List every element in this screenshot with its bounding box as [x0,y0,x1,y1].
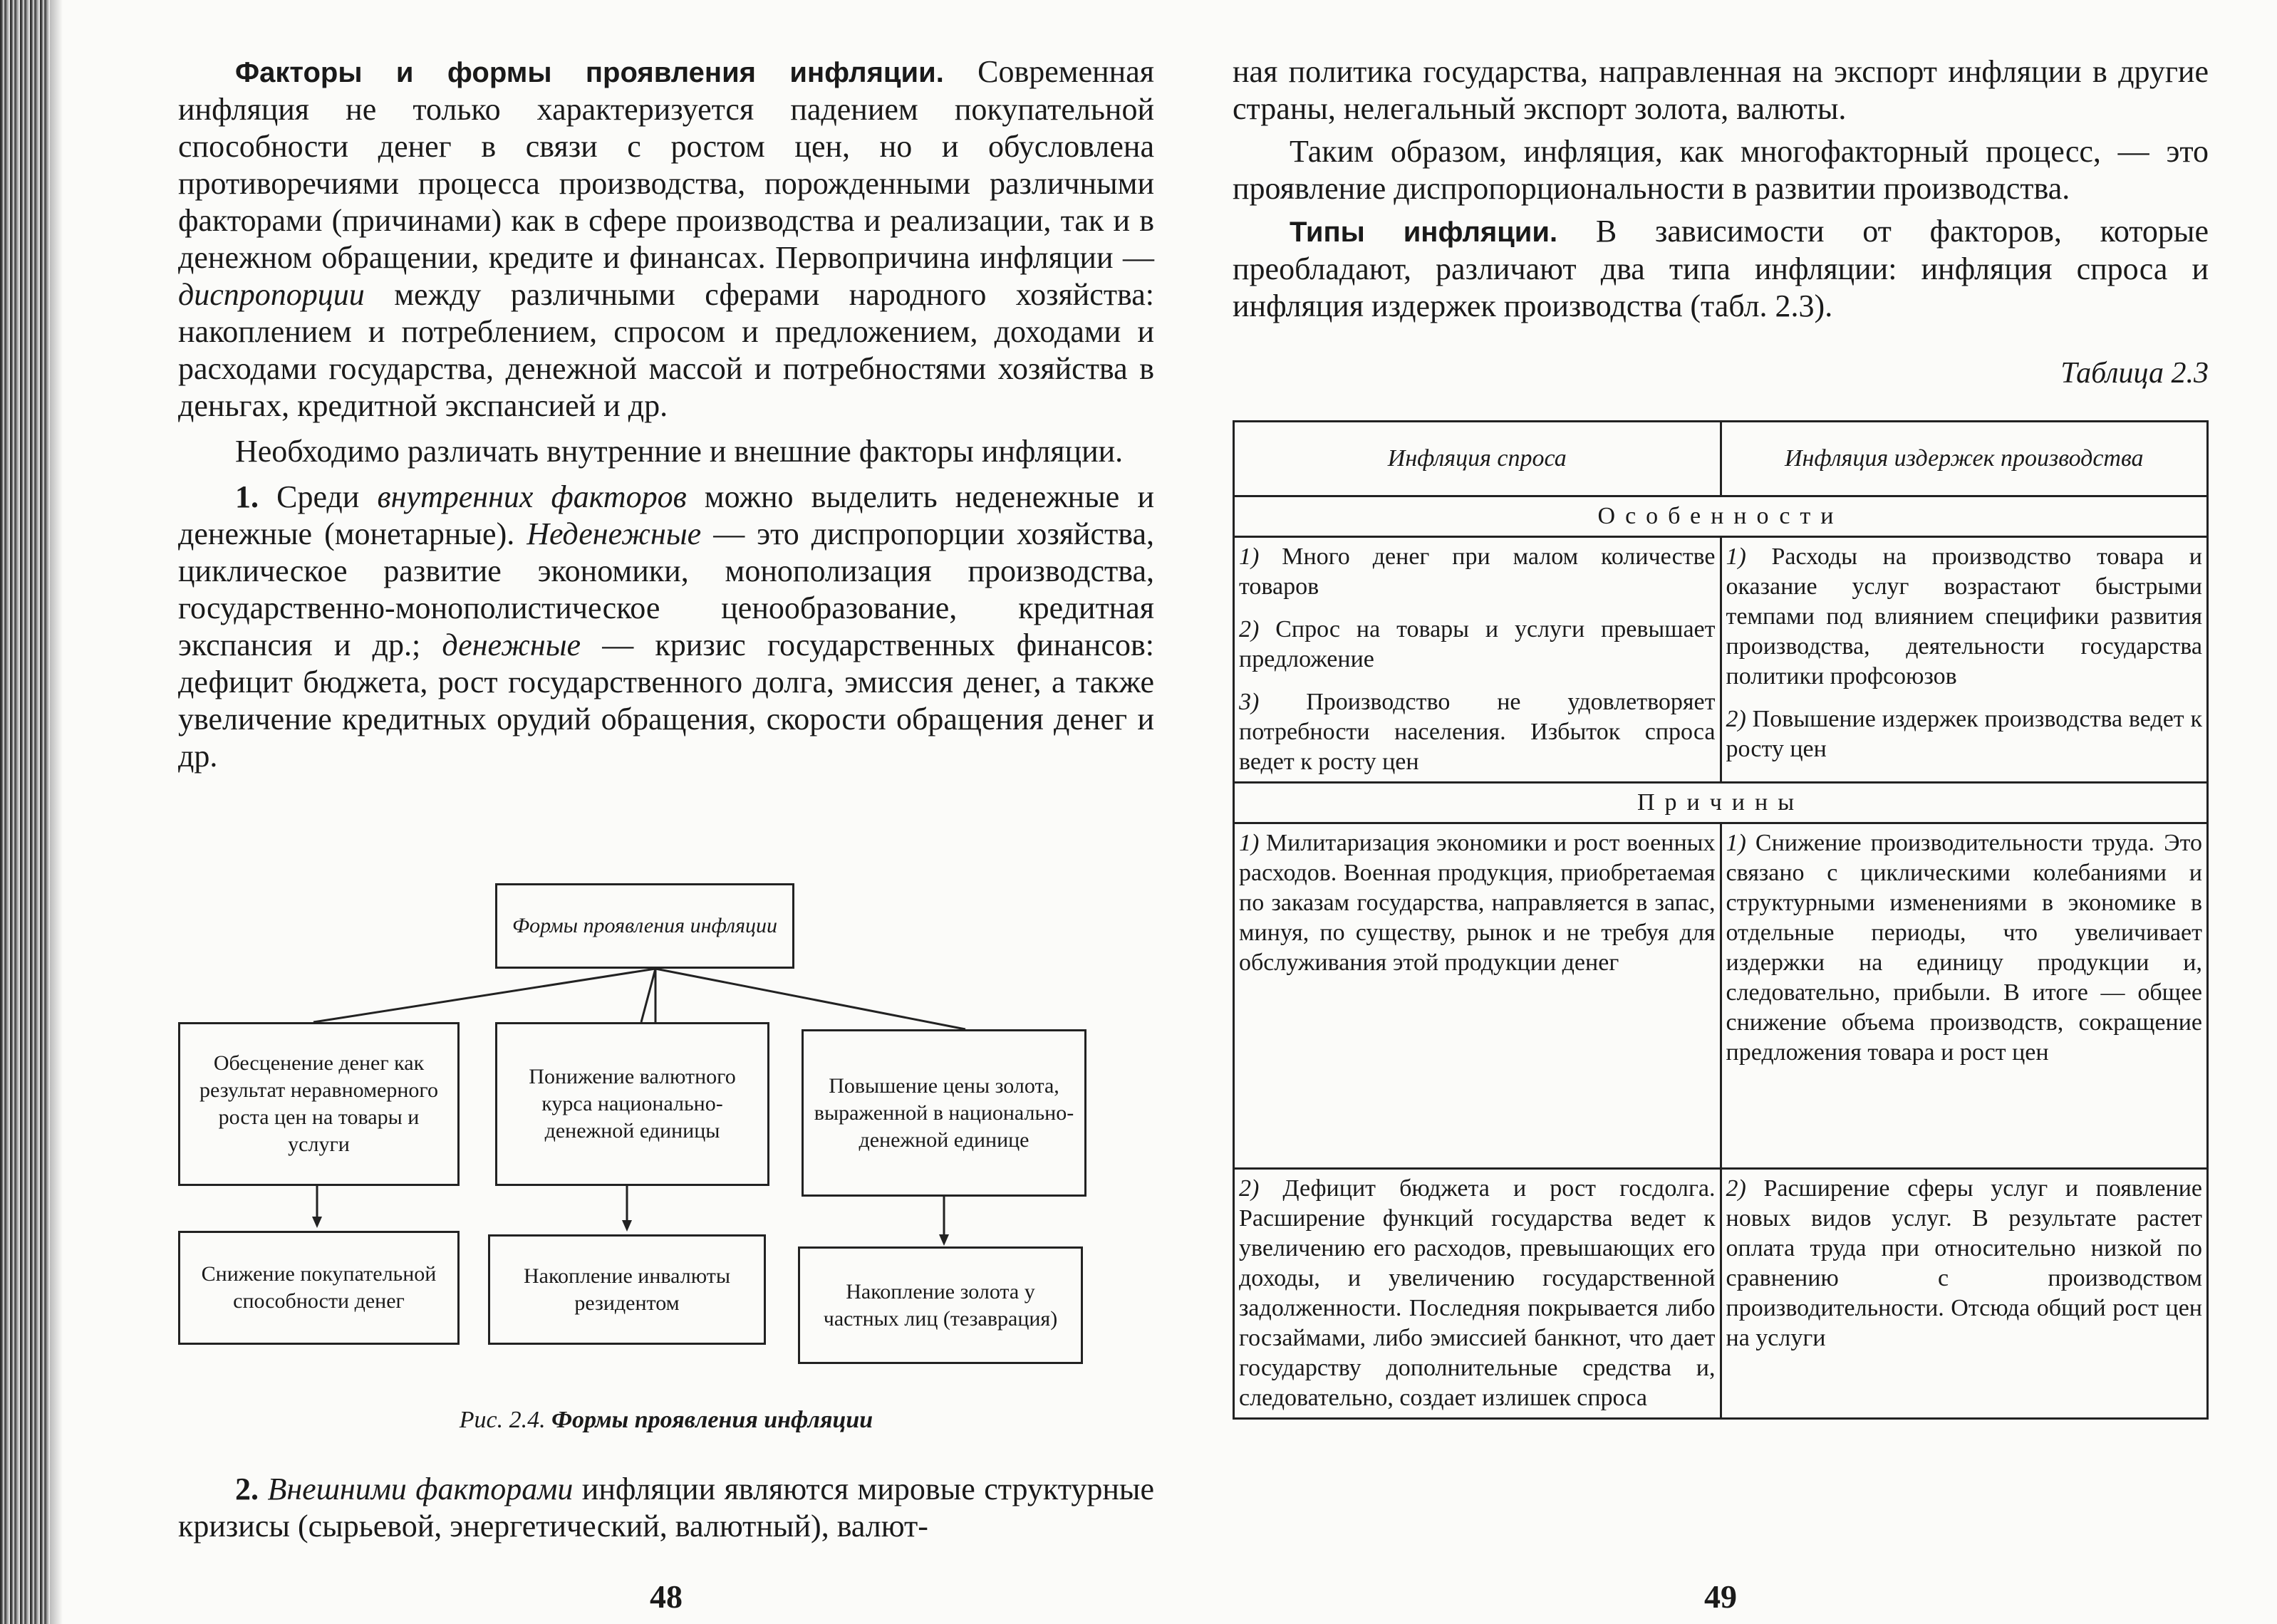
item-number: 1) [1239,543,1260,570]
text-run: Неденежные [527,516,702,551]
paragraph [1233,53,2209,127]
diagram-bottom-box-2: Накопление инвалюты резидентом [488,1234,766,1345]
item-number: 2) [1239,1175,1260,1202]
figure-caption [178,1407,1154,1434]
left-page [178,0,1154,1624]
item-number: 2) [1726,1175,1746,1202]
table-cell-item [1239,828,1716,978]
paragraph [178,433,1154,470]
paragraph [1233,133,2209,207]
table-section-causes: Причины [1234,783,2208,823]
table-cell-item [1726,704,2203,764]
text-run: Таким образом, инфляция, как многофакторный процесс, — это проявление диспропорциональности в развитии производства. [1233,134,2209,206]
figure-caption-prefix: Рис. 2.4. [459,1407,552,1433]
text-run: внутренних факторов [377,479,687,514]
text-run: 1. [235,479,259,514]
table-cell-causes-demand-1 [1234,823,1721,1169]
paragraph [178,53,1154,425]
inflation-types-table [1233,420,2209,1420]
text-run: Среди [259,479,378,514]
text-run: Факторы и формы проявления инфляции. [235,57,944,88]
table-label: Таблица 2.3 [2060,357,2209,390]
text-run [259,1472,267,1506]
right-page [1233,0,2209,1624]
table-section-row [1234,783,2208,823]
diagram-mid-box-1: Обесценение денег как результат неравномерного роста цен на товары и услуги [178,1022,460,1186]
text-run: — кризис государственных финансов: дефицит бюджета, рост государственного долга, эмиссия денег, а также увеличение кредитных орудий обращения, скорости обращения денег и др. [178,628,1154,774]
table-section-row [1234,496,2208,537]
item-text: Расходы на производство товара и оказание услуг возрастают быстрыми темпами под влиянием специфики развития производства, деятельности государства политики профсоюзов [1726,543,2202,689]
left-page-text [178,53,1154,775]
text-run: Современная инфляция не только характеризуется падением покупательной способности денег в связи с ростом цен, но и обусловлена противоречиями процесса производства, порожденными различными факторами (причинами) как в сфере производства и реализации, так и в денежном обращении, кредите и финансах. Первопричина инфляции — [178,54,1154,275]
table-row [1234,823,2208,1169]
text-run: Внешними факторами [267,1472,574,1506]
text-run: денежные [442,628,581,662]
table-row [1234,537,2208,783]
table-cell-causes-demand-2 [1234,1169,1721,1419]
item-text: Расширение сферы услуг и появление новых видов услуг. В результате растет оплата труда при относительно низкой по сравнению с производством производительности. Отсюда общий рост цен на услуги [1726,1175,2202,1351]
text-run: между различными сферами народного хозяйства: накоплением и потреблением, спросом и предложением, доходами и расходами государства, денежной массой и потребностями хозяйства в деньгах, кредитной экспансией и др. [178,277,1154,423]
text-run: Необходимо различать внутренние и внешние факторы инфляции. [235,434,1124,469]
text-run: диспропорции [178,277,365,312]
diagram-bottom-box-1: Снижение покупательной способности денег [178,1231,460,1345]
item-number: 2) [1239,616,1260,642]
page-number-left: 48 [650,1578,683,1615]
table-cell-item [1239,1174,1716,1413]
paragraph [178,1471,1154,1545]
table-cell-features-cost [1721,537,2208,783]
right-page-text [1233,53,2209,325]
diagram-bottom-box-3: Накопление золота у частных лиц (тезаврация) [798,1246,1083,1364]
item-number: 1) [1239,830,1260,856]
diagram-top-box: Формы проявления инфляции [495,883,794,969]
page-number-right: 49 [1704,1578,1737,1615]
table-header-demand: Инфляция спроса [1234,422,1721,496]
text-run: инфляции являются мировые структурные кризисы (сырьевой, энергетический, валютный), валют- [178,1472,1155,1544]
table-cell-causes-cost-2 [1721,1169,2208,1419]
table-header-cost: Инфляция издержек производства [1721,422,2208,496]
table-cell-item [1239,542,1716,602]
text-run: можно выделить неденежные и денежные (монетарные). [178,479,1154,551]
text-run: В зависимости от факторов, которые преобладают, различают два типа инфляции: инфляция спроса и инфляция издержек производства (табл. 2.3). [1233,214,2209,323]
text-run: Типы инфляции. [1290,217,1558,248]
text-run: ная политика государства, направленная на экспорт инфляции в другие страны, нелегальный экспорт золота, валюты. [1233,54,2209,126]
item-text: Производство не удовлетворяет потребности населения. Избыток спроса ведет к росту цен [1239,689,1716,775]
item-number: 2) [1726,706,1746,732]
table-cell-item [1726,1174,2203,1353]
table-cell-item [1239,687,1716,777]
item-number: 1) [1726,830,1746,856]
figure-caption-title: Формы проявления инфляции [551,1407,873,1433]
book-spine-shadow [0,0,50,1624]
paragraph [178,479,1154,775]
item-number: 3) [1239,689,1260,715]
table-header-row [1234,422,2208,496]
item-number: 1) [1726,543,1746,570]
paragraph [1233,213,2209,325]
item-text: Спрос на товары и услуги превышает предложение [1239,616,1716,672]
item-text: Повышение издержек производства ведет к росту цен [1726,706,2202,762]
table-cell-item [1726,542,2203,692]
item-text: Дефицит бюджета и рост госдолга. Расширение функций государства ведет к увеличению его расходов, превышающих его доходы, и увеличению государственной задолженности. Последняя покрывается либо госзаймами, либо эмиссией банкнот, что дает государству дополнительные средства и, следовательно, создает излишек спроса [1239,1175,1716,1411]
text-run: 2. [235,1472,259,1506]
table-section-features: Особенности [1234,496,2208,537]
table-cell-features-demand [1234,537,1721,783]
left-page-bottom-text [178,1471,1154,1545]
item-text: Много денег при малом количестве товаров [1239,543,1716,600]
diagram-mid-box-2: Понижение валютного курса национально-денежной единицы [495,1022,769,1186]
item-text: Милитаризация экономики и рост военных расходов. Военная продукция, приобретаемая по заказам государства, направляется в запас, минуя, по существу, рынок и не требуя для обслуживания этой продукции денег [1239,830,1716,976]
table-row [1234,1169,2208,1419]
table-cell-item [1239,615,1716,675]
table-cell-causes-cost-1 [1721,823,2208,1169]
diagram-mid-box-3: Повышение цены золота, выраженной в национально-денежной единице [802,1029,1086,1197]
table-cell-item [1726,828,2203,1068]
item-text: Снижение производительности труда. Это связано с циклическими колебаниями и структурными изменениями в экономике в отдельные периоды, что увеличивает издержки на единицу продукции и, следовательно, прибыли. В итоге — общее снижение объема производств, сокращение предложения товара и рост цен [1726,830,2202,1066]
book-spine-gradient [50,0,63,1624]
inflation-forms-diagram [178,883,1154,1382]
text-run: — это диспропорции хозяйства, циклическое развитие экономики, монополизация производства, государственно-монополистическое ценообразование, кредитная экспансия и др.; [178,516,1154,662]
